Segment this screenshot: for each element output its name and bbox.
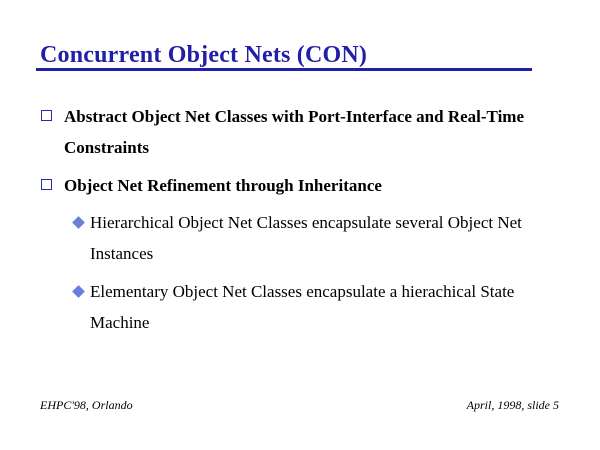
footer-date-slide: April, 1998, slide 5 (466, 398, 559, 412)
hollow-square-bullet-icon (41, 110, 52, 121)
slide-title: Concurrent Object Nets (CON) (40, 42, 368, 68)
bullet-text-1: Abstract Object Net Classes with Port-Interface and Real-Time Constraints (64, 107, 524, 157)
diamond-bullet-icon (72, 285, 85, 298)
bullet-item-1 (64, 101, 564, 163)
bullet-item-2 (64, 170, 564, 201)
hollow-square-bullet-icon (41, 179, 52, 190)
diamond-bullet-icon (72, 216, 85, 229)
subbullet-text-1: Hierarchical Object Net Classes encapsulate several Object Net Instances (90, 213, 522, 263)
title-underline (36, 68, 532, 71)
subbullet-item-2 (90, 276, 570, 338)
subbullet-item-1 (90, 207, 570, 269)
subbullet-text-2: Elementary Object Net Classes encapsulate a hierachical State Machine (90, 282, 515, 332)
bullet-text-2: Object Net Refinement through Inheritance (64, 176, 382, 195)
footer-venue: EHPC'98, Orlando (40, 398, 133, 412)
